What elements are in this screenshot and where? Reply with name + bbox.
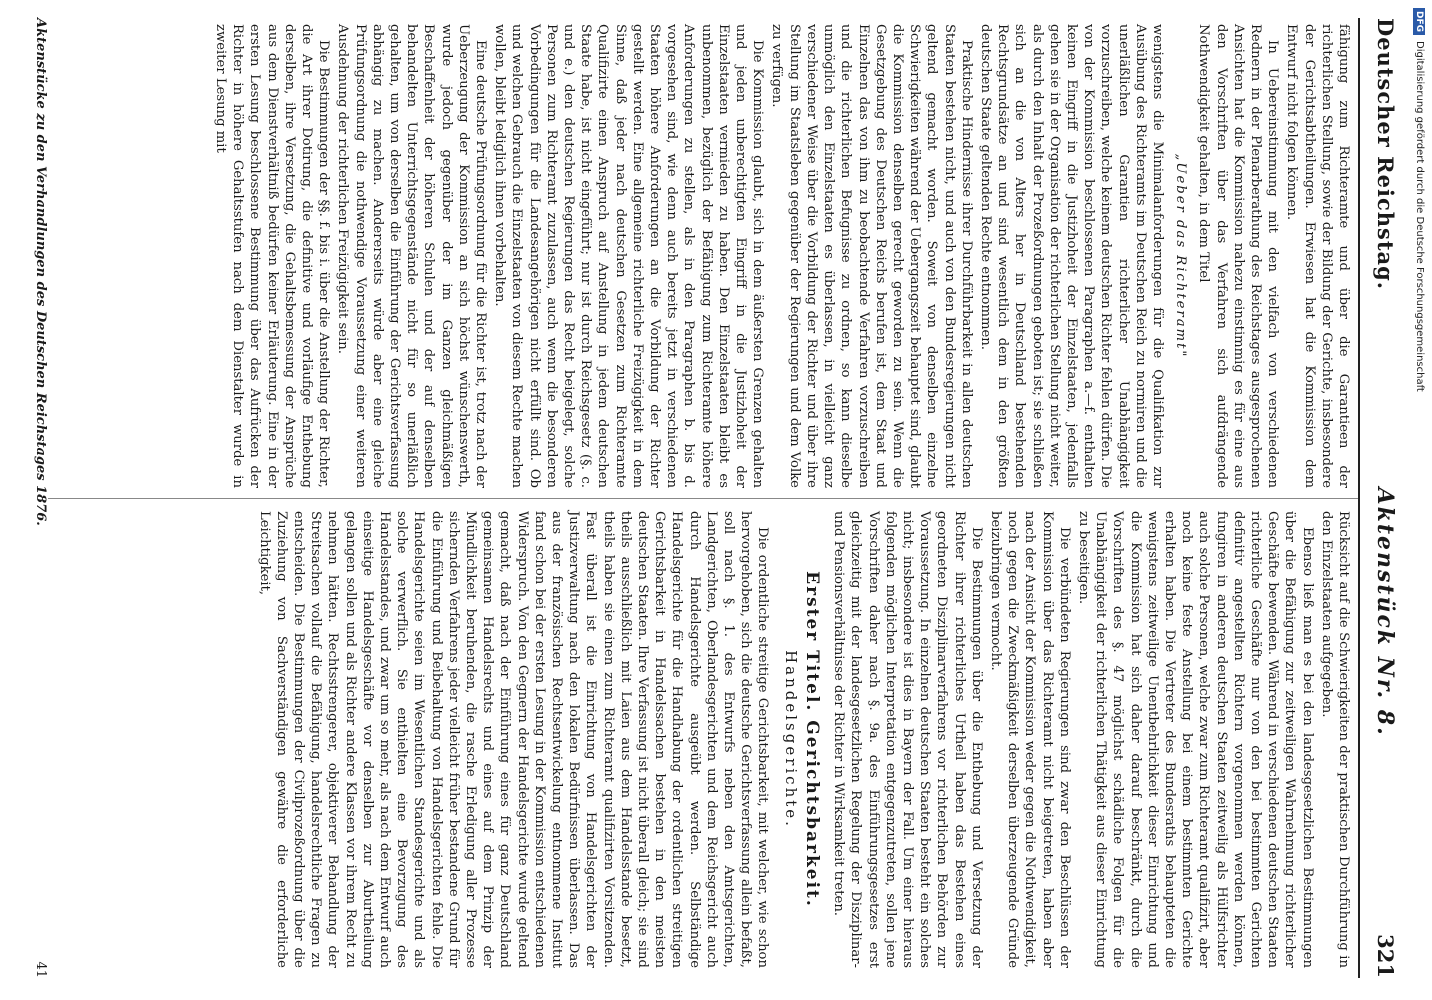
page-footer (33, 18, 48, 978)
page-header (1358, 18, 1398, 978)
paragraph: Ebenso ließ man es bei den landesgesetzlichen Bestimmungen über die Befähigung zur zeitweiligen Wahrnehmung richterlicher Geschäfte bewenden. Während in verschiedenen deutschen Staaten richterliche Geschäfte nur von den bei bestimmten Gerichten definitiv angestellten Richtern vorgenommen werden können, fungiren in anderen deutschen Staaten zeitweilig als Hülfsrichter auch solche Personen, welche zwar zum Richteramt qualifizirt, aber noch keine feste Anstellung bei einem bestimmten Gerichte erhalten haben. Die Vertreter des Bundesraths behaupteten die wenigstens zeitweilige Unentbehrlichkeit dieser Einrichtung und die Kommission hat sich daher darauf beschränkt, durch die Vorschriften des §. 47 möglichst schädliche Folgen für die Unabhängigkeit der richterlichen Thätigkeit aus dieser Einrichtung zu beseitigen. (1075, 511, 1315, 968)
header-left: Deutscher Reichstag. (1373, 18, 1398, 291)
funding-credit (1407, 0, 1432, 1000)
paragraph: In Uebereinstimmung mit den vielfach von verschiedenen Rednern in der Plenarberathung des Reichstages ausgesprochenen Ansichten hat die Kommission nahezu einstimmig es für eine aus den Vorschriften über das Verfahren sich aufdrängende Nothwendigkeit gehalten, in dem Titel (1196, 24, 1281, 488)
paragraph: Rücksicht auf die Schwierigkeiten der praktischen Durchführung in den Einzelstaaten aufgegeben. (1318, 511, 1351, 968)
right-column (48, 498, 1358, 978)
paragraph: wenigstens die Minimalanforderungen für die Qualifikation zur Ausübung des Richteramts im Deutschen Reich zu normiren und die unerläßlichen Garantien richterlicher Unabhängigkeit vorzuschreiben, welche keinem deutschen Richter fehlen dürfen. Die von der Kommission beschlossenen Paragraphen a.—f. enthalten keinen Eingriff in die Justizhoheit der Einzelstaaten, jedenfalls gehen sie in der Organisation der richterlichen Stellung nicht weiter, als durch den Inhalt der Prozeßordnungen geboten ist; sie schließen sich an die von Alters her in Deutschland bestehenden Rechtsgrundsätze an und sind wesentlich dem in den größten deutschen Staate geltenden Rechte entnommen. (977, 24, 1165, 488)
quoted-title: „Ueber das Richteramt" (1173, 153, 1189, 359)
paragraph: fähigung zum Richteramte und über die Garantieen der richterlichen Stellung, sowie der Bildung der Gerichte, insbesondere der Gerichtsabtheilungen. Erwiesen hat die Kommission dem Entwurf nicht folgen können. (1284, 24, 1351, 488)
dfg-logo: DFG (1414, 8, 1426, 35)
paragraph: Die Bestimmungen über die Enthebung und Versetzung der Richter ihrer richterliches Urtheil haben das Bestehen eines geordneten Disziplinarverfahrens vor richterlichen Behörden zur Voraussetzung. In einzelnen deutschen Staaten besteht ein solches nicht; insbesondere ist dies in Bayern der Fall. Um einer hieraus folgenden möglichen Interpretation entgegenzutreten, sollen jene Vorschriften daher nach §. 9a. des Einführungsgesetzes erst gleichzeitig mit der landesgesetzlichen Regelung der Disziplinar- und Pensionsverhältnisse der Richter in Wirksamkeit treten. (831, 511, 984, 968)
footer-source: Aktenstücke zu den Verhandlungen des Deutschen Reichstages 1876. (33, 18, 48, 526)
paragraph: Praktische Hindernisse ihrer Durchführbarkeit in allen deutschen Staaten bestehen nicht, und auch von den Bundesregierungen nicht geltend gemacht worden. Soweit von denselben einzelne Schwierigkeiten während der Uebergangszeit behauptet sind, glaubt die Kommission denselben gerecht geworden zu sein. Wenn die Gesetzgebung des Deutschen Reichs berufen ist, dem Staat und Einzelnen das von ihm zu beobachtende Verfahren vorzuschreiben und die richterlichen Befugnisse zu ordnen, so kann dieselbe unmöglich den Einzelstaaten es überlassen, in vielleicht ganz verschiedener Weise über die Vorbildung der Richter und über ihre Stellung im Staatsleben gegenüber der Regierungen und dem Volke zu verfügen. (769, 24, 974, 488)
left-column (48, 18, 1358, 498)
text-body (48, 18, 1358, 978)
section-title: Erster Titel. Gerichtsbarkeit. (801, 571, 822, 908)
paragraph: Eine deutsche Prüfungsordnung für die Richter ist, trotz nach der Ueberzeugung der Kommission an sich höchst wünschenswerth, wurde jedoch gegenüber der im Ganzen gleichmäßigen Beschaffenheit der höheren Schulen und der auf denselben behandelten Unterrichtsgegenstände nicht für so unerläßlich gehalten, um von derselben die Einführung der Gerichtsverfassung abhängig zu machen. Andererseits würde aber eine gleiche Prüfungsordnung die nothwendige Voraussetzung einer weiteren Ausdehnung der richterlichen Freizügigkeit sein. (335, 24, 489, 488)
footer-signature-number: 41 (33, 961, 48, 978)
header-document-number: Aktenstück Nr. 8. (1372, 487, 1398, 737)
paragraph: Die ordentliche streitige Gerichtsbarkeit, mit welcher, wie schon hervorgehoben, sich die deutsche Gerichtsverfassung allein befaßt, soll nach §. 1. des Entwurfs neben den Amtsgerichten, Landgerichten, Oberlandesgerichten und dem Reichsgericht auch durch Handelsgerichte ausgeübt werden. Selbständige Handelsgerichte für die Handhabung der ordentlichen streitigen Gerichtsbarkeit in Handelssachen bestehen in den meisten deutschen Staaten. Ihre Verfassung ist nicht überall gleich; sie sind theils ausschließlich mit Laien aus dem Handelsstande besetzt, theils haben sie einen zum Richteramt qualifizirten Vorsitzenden. Fast überall ist die Einrichtung von Handelsgerichten der Justizverwaltung nach den lokalen Bedürfnissen überlassen. Das aus der französischen Rechtsentwickelung entnommene Institut fand schon bei der ersten Lesung in der Kommission entschiedenen Widerspruch. Von den Gegnern der Handelsgerichte wurde geltend gemacht, daß nach der Einführung eines für ganz Deutschland gemeinsamen Handelsrechts und eines auf dem Prinzip der Mündlichkeit beruhenden, die rasche Erledigung aller Prozesse sichernden Verfahrens jeder vielleicht früher bestandene Grund für die Einführung und Beibehaltung von Handelsgerichten fehle. Die Handelsgerichte seien im Wesentlichen Standesgerichte und als solche verwerflich. Sie enthielten eine Bevorzugung des Handelsstandes, und zwar um so mehr, als nach dem Entwurf auch einseitige Handelsgeschäfte vor denselben zur Aburtheilung gelangen sollen und als Richter andere Klassen vor ihrem Recht zu nehmen hätten. Rechtsstrengerer, objektiverer Behandlung der Streitsachen vollauf die Befähigung, handelsrechtliche Fragen zu entscheiden. Die Bestimmungen der Civilprozeßordnung über die Zuziehung von Sachverständigen gewähre die erforderliche Leichtigkeit, (256, 511, 771, 968)
paragraph: Die Kommission glaubt, sich in dem äußersten Grenzen gehalten und jeden unberechtigten Eingriff in die Justizhoheit der Einzelstaaten vermieden zu haben. Den Einzelstaaten bleibt es unbenommen, bezüglich der Befähigung zum Richteramte höhere Anforderungen zu stellen, als in den Paragraphen b. bis d. vorgesehen sind, wie denn auch bereits jetzt in verschiedenen Staaten höhere Anforderungen an die Vorbildung der Richter gestellt werden. Eine allgemeine richterliche Freizügigkeit in dem Sinne, daß jeder nach deutschen Gesetzen zum Richteramte Qualifizirte einen Anspruch auf Anstellung in jedem deutschen Staate habe, ist nicht eingeführt; nur ist durch Reichsgesetz (§. c. und e.) den deutschen Regierungen das Recht beigelegt, solche Personen zum Richteramt zuzulassen, auch wenn die besonderen Vorbedingungen für die Landesangehörigen nicht erfüllt sind. Ob und welchen Gebrauch die Einzelstaaten von diesem Rechte machen wollen, bleibt lediglich ihnen vorbehalten. (492, 24, 766, 488)
paragraph: Die verbündeten Regierungen sind zwar den Beschlüssen der Kommission über das Richteramt nicht beigetreten, haben aber nach der Ansicht der Kommission weder gegen die Nothwendigkeit, noch gegen die Zweckmäßigkeit derselben überzeugende Gründe beizubringen vermocht. (987, 511, 1072, 968)
page-number: 321 (1373, 934, 1398, 978)
paragraph: Die Bestimmungen der §§. f. bis i. über die Anstellung der Richter, die Art ihrer Dotirung, die definitive und vorläufige Enthebung derselben, ihre Versetzung, die Gehaltsbemessung der Ansprüche aus dem Dienstverhältniß bedürfen keiner Erläuterung. Eine in der ersten Lesung beschlossene Bestimmung über das Aufrücken der Richter in höhere Gehaltsstufen nach dem Dienstalter wurde in zweiter Lesung mit (213, 24, 332, 488)
credit-text: Digitalisierung gefördert durch die Deutsche Forschungsgemeinschaft (1414, 41, 1425, 392)
section-subtitle: Handelsgerichte. (781, 650, 800, 829)
